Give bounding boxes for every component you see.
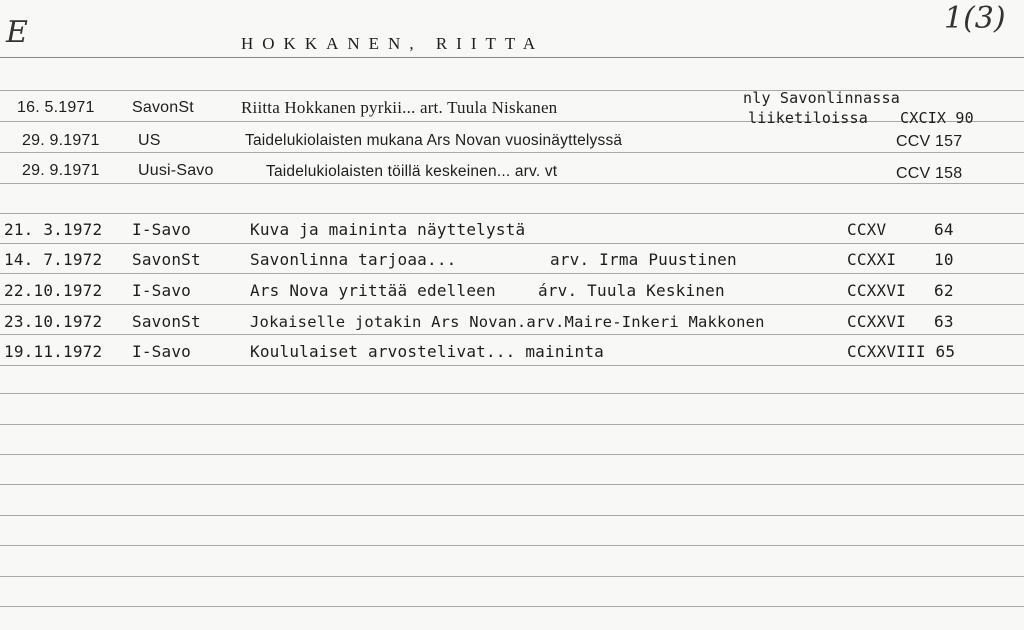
entry-title: Kuva ja maininta näyttelystä — [250, 220, 526, 239]
entry-note: liiketiloissa — [748, 109, 868, 127]
entry-ref-page: 63 — [934, 312, 954, 331]
entry-title: Savonlinna tarjoaa... — [250, 250, 457, 269]
entry-ref-volume: CCXXI — [847, 250, 897, 269]
entry-date: 19.11.1972 — [4, 342, 103, 361]
rule-line — [0, 183, 1024, 184]
rule-line — [0, 454, 1024, 455]
entry-title: Jokaiselle jotakin Ars Novan.arv.Maire-Inkeri Makkonen — [250, 313, 765, 331]
rule-line — [0, 365, 1024, 366]
entry-title: Ars Nova yrittää edelleen — [250, 281, 496, 300]
person-name: HOKKANEN, RIITTA — [241, 34, 545, 53]
rule-line — [0, 393, 1024, 394]
rule-line — [0, 606, 1024, 607]
entry-date: 22.10.1972 — [4, 281, 103, 300]
entry-ref-volume: CCXV — [847, 220, 887, 239]
rule-line — [0, 515, 1024, 516]
entry-ref-volume: CCXXVI — [847, 281, 906, 300]
entry-paper: SavonSt — [132, 250, 201, 269]
entry-date: 16. 5.1971 — [17, 99, 95, 116]
rule-line — [0, 121, 1024, 122]
entry-ref-page: 64 — [934, 220, 954, 239]
entry-date: 23.10.1972 — [4, 312, 103, 331]
entry-paper: SavonSt — [132, 312, 201, 331]
entry-ref-volume: CCXXVI — [847, 312, 906, 331]
entry-paper: SavonSt — [132, 99, 194, 116]
entry-ref: CCXXVIII 65 — [847, 342, 956, 361]
entry-title: Taidelukiolaisten mukana Ars Novan vuosinäyttelyssä — [245, 132, 623, 149]
entry-paper: I-Savo — [132, 281, 191, 300]
entry-ref: CCV 158 — [896, 165, 963, 182]
rule-line — [0, 545, 1024, 546]
entry-title: Riitta Hokkanen pyrkii... art. Tuula Niskanen — [241, 98, 558, 117]
entry-date: 21. 3.1972 — [4, 220, 103, 239]
entry-note: nly Savonlinnassa — [743, 89, 900, 107]
rule-line — [0, 424, 1024, 425]
page-mark: 1(3) — [944, 1, 1006, 36]
rule-line — [0, 152, 1024, 153]
rule-line — [0, 57, 1024, 58]
entry-title: Taidelukiolaisten töillä keskeinen... arv. vt — [266, 163, 558, 180]
entry-paper: I-Savo — [132, 342, 191, 361]
entry-ref-page: 10 — [934, 250, 954, 269]
rule-line — [0, 304, 1024, 305]
entry-date: 14. 7.1972 — [4, 250, 103, 269]
entry-ref: CXCIX 90 — [900, 109, 974, 127]
entry-paper: US — [138, 132, 161, 149]
entry-paper: Uusi-Savo — [138, 162, 214, 179]
entry-title: Koululaiset arvostelivat... maininta — [250, 342, 604, 361]
entry-paper: I-Savo — [132, 220, 191, 239]
rule-line — [0, 243, 1024, 244]
entry-date: 29. 9.1971 — [22, 162, 100, 179]
entry-ref-page: 62 — [934, 281, 954, 300]
entry-reviewer: árv. Tuula Keskinen — [538, 281, 725, 300]
entry-reviewer: arv. Irma Puustinen — [550, 250, 737, 269]
rule-line — [0, 213, 1024, 214]
rule-line — [0, 484, 1024, 485]
rule-line — [0, 576, 1024, 577]
entry-date: 29. 9.1971 — [22, 132, 100, 149]
entry-ref: CCV 157 — [896, 133, 963, 150]
rule-line — [0, 334, 1024, 335]
rule-line — [0, 273, 1024, 274]
corner-mark: E — [6, 15, 28, 50]
